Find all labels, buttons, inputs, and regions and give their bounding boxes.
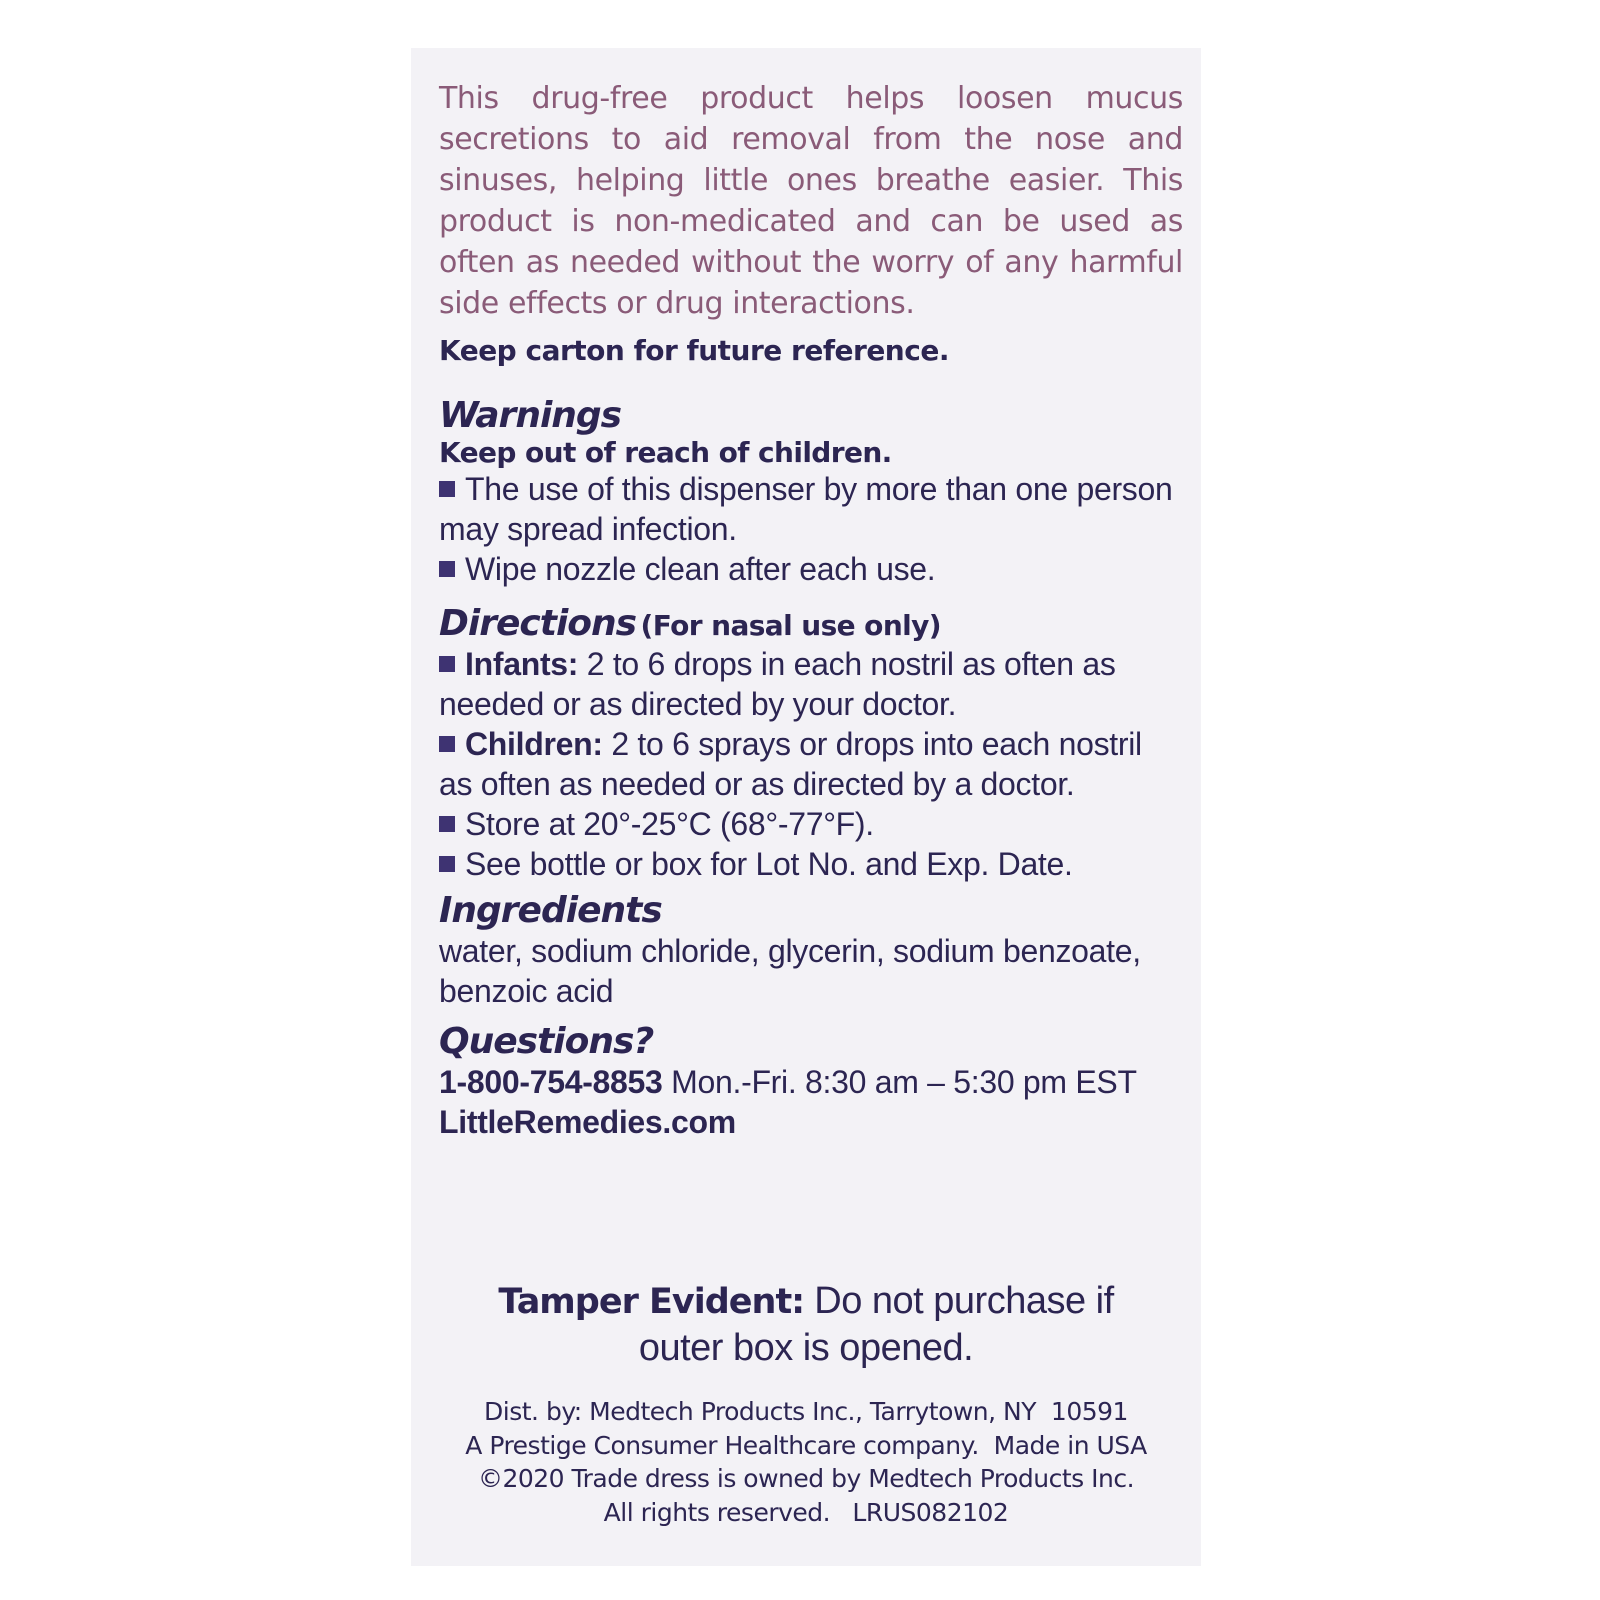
warnings-subhead: Keep out of reach of children. (439, 436, 892, 469)
directions-subhead: (For nasal use only) (640, 609, 942, 642)
direction-item-store: Store at 20°-25°C (68°-77°F). (439, 804, 1183, 844)
warning-item: The use of this dispenser by more than one person may spread infection. (439, 471, 1173, 547)
children-text: 2 to 6 sprays or drops into each nostril as often as needed or as directed by a doctor. (439, 726, 1142, 802)
ingredients-heading: Ingredients (439, 890, 662, 931)
dist-line: ©2020 Trade dress is owned by Medtech Products Inc. (477, 1464, 1135, 1493)
warnings-heading: Warnings (439, 395, 622, 436)
hours-text: Mon.-Fri. 8:30 am – 5:30 pm EST (671, 1064, 1137, 1100)
keep-carton-note: Keep carton for future reference. (439, 334, 949, 367)
distributor-info (411, 1395, 1201, 1529)
ingredients-text: water, sodium chloride, glycerin, sodium benzoate, benzoic acid (439, 933, 1141, 1009)
label-content (439, 78, 1183, 1142)
square-bullet-icon (439, 481, 455, 497)
dist-line: All rights reserved. LRUS082102 (603, 1497, 1009, 1527)
direction-item-children (439, 724, 1183, 804)
directions-section (439, 603, 1183, 884)
direction-item-lot: See bottle or box for Lot No. and Exp. Date. (439, 844, 1183, 884)
square-bullet-icon (439, 561, 455, 577)
square-bullet-icon (439, 656, 455, 672)
questions-section (439, 1021, 1183, 1142)
direction-item-infants (439, 644, 1183, 724)
square-bullet-icon (439, 816, 455, 832)
tamper-evident-note (411, 1278, 1201, 1371)
infants-text: 2 to 6 drops in each nostril as often as needed or as directed by your doctor. (439, 646, 1116, 722)
square-bullet-icon (439, 856, 455, 872)
tamper-text-line1: Do not purchase if (814, 1280, 1114, 1322)
phone-number: 1-800-754-8853 (439, 1064, 663, 1100)
directions-title (439, 603, 1183, 644)
ingredients-section (439, 890, 1183, 1011)
square-bullet-icon (439, 736, 455, 752)
tamper-text-line2: outer box is opened. (638, 1327, 974, 1369)
infants-label: Infants: (465, 646, 579, 682)
intro-paragraph: This drug-free product helps loosen mucus secretions to aid removal from the nose and sinuses, helping little ones breathe easier. This product is non-medicated and can be used as often as needed without the worry of any harmful side effects or drug interactions. (439, 81, 1183, 321)
website-text: LittleRemedies.com (439, 1104, 736, 1140)
phone-line (439, 1062, 1183, 1102)
product-label-panel (411, 48, 1201, 1566)
questions-heading: Questions? (439, 1021, 654, 1062)
children-label: Children: (465, 726, 603, 762)
tamper-label: Tamper Evident: (498, 1282, 805, 1322)
dist-line: Dist. by: Medtech Products Inc., Tarrytown, NY 10591 (484, 1397, 1128, 1426)
warnings-section (439, 395, 1183, 589)
directions-heading: Directions (439, 603, 637, 644)
dist-line: A Prestige Consumer Healthcare company. Made in USA (465, 1430, 1147, 1460)
warning-item: Wipe nozzle clean after each use. (439, 549, 1183, 589)
